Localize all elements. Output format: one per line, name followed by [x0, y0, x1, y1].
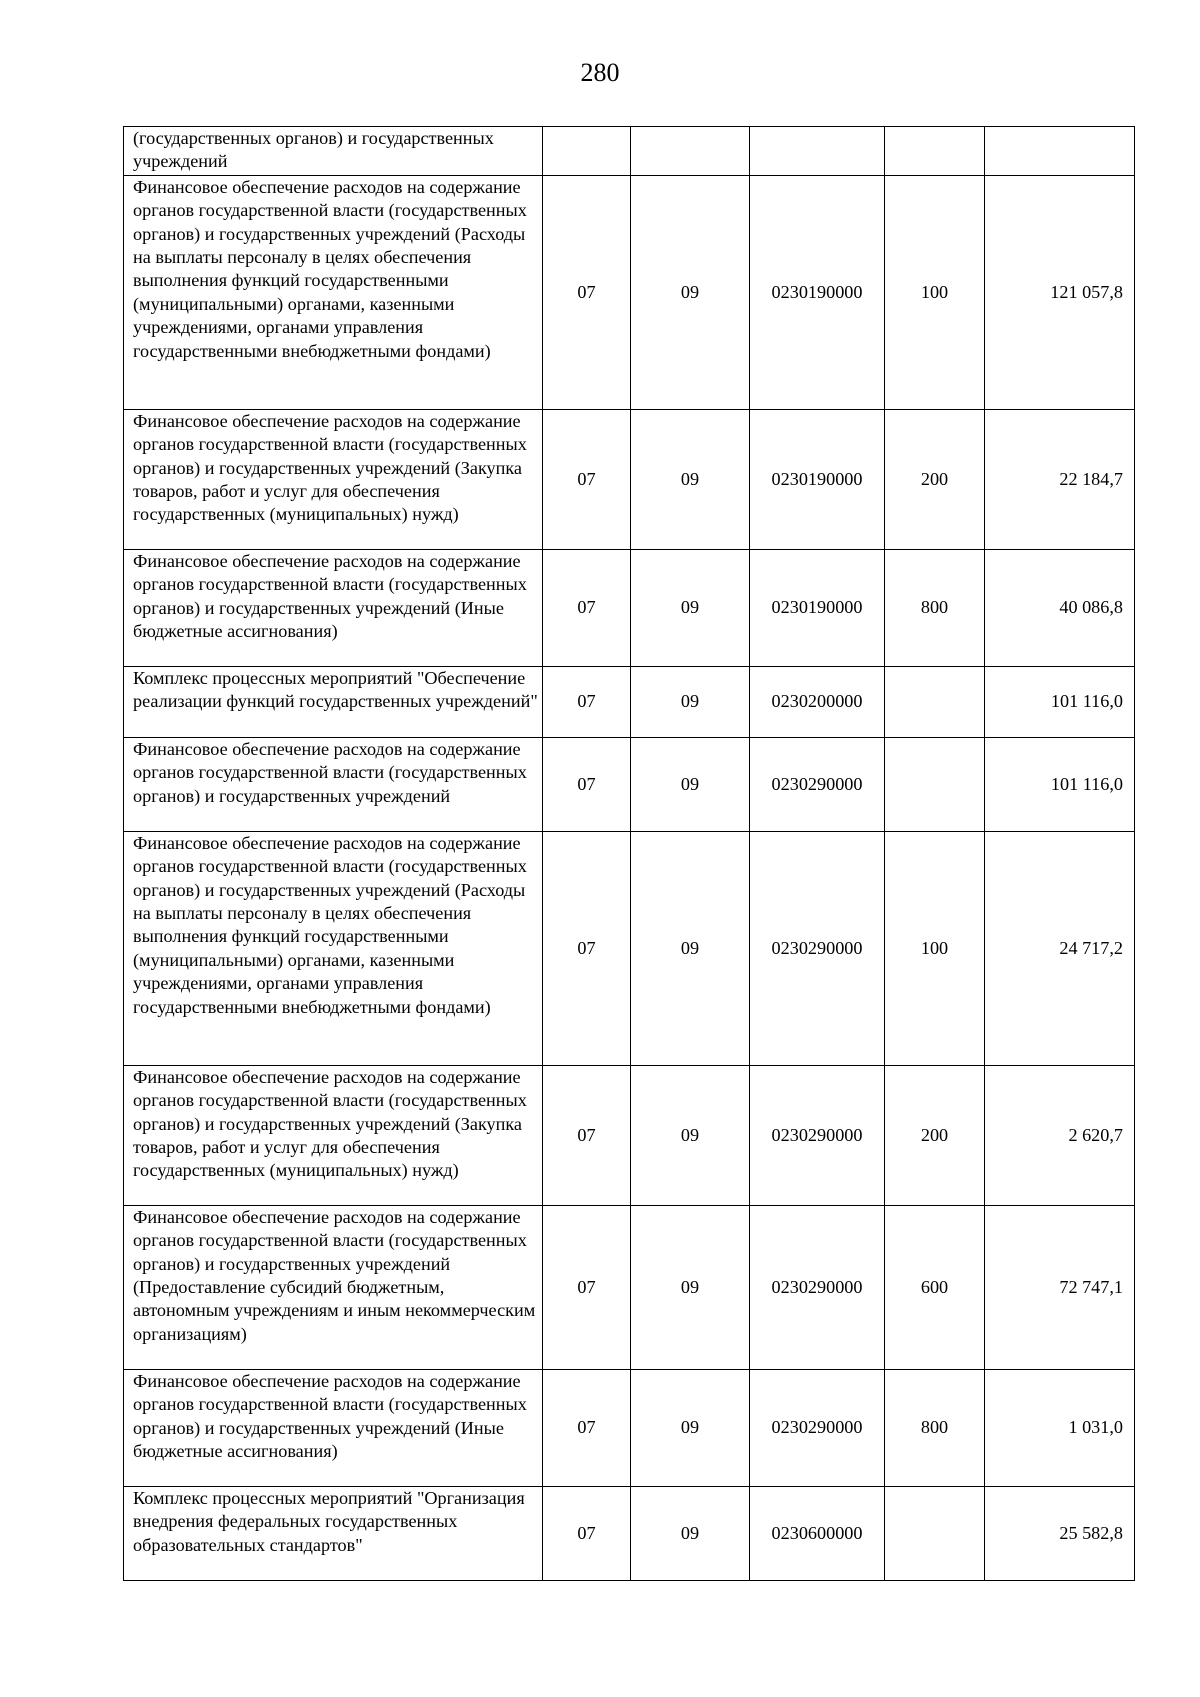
- budget-table: [123, 126, 1135, 1581]
- expense-type-code: [885, 666, 985, 737]
- page-number: 280: [580, 58, 620, 87]
- subsection-code: 09: [631, 409, 750, 549]
- amount: 40 086,8: [985, 549, 1135, 666]
- target-article-code: [750, 127, 885, 176]
- expense-type-code: 800: [885, 549, 985, 666]
- table-row: [124, 549, 1135, 666]
- expense-type-code: 200: [885, 409, 985, 549]
- target-article-code: 0230190000: [750, 175, 885, 409]
- subsection-code: [631, 127, 750, 176]
- row-description: Финансовое обеспечение расходов на содержание органов государственной власти (государственных органов) и государственных учреждений (Иные бюджетные ассигнования): [124, 1369, 543, 1486]
- amount: 22 184,7: [985, 409, 1135, 549]
- section-code: 07: [543, 1369, 631, 1486]
- row-description: Финансовое обеспечение расходов на содержание органов государственной власти (государственных органов) и государственных учреждений (Предоставление субсидий бюджетным, автономным учреждениям и иным некоммерческим организациям): [124, 1205, 543, 1369]
- table-row: [124, 666, 1135, 737]
- table-row: [124, 1205, 1135, 1369]
- row-description: Комплекс процессных мероприятий "Обеспечение реализации функций государственных учреждений": [124, 666, 543, 737]
- expense-type-code: [885, 737, 985, 831]
- table-row: [124, 1065, 1135, 1205]
- subsection-code: 09: [631, 175, 750, 409]
- row-description: Комплекс процессных мероприятий "Организация внедрения федеральных государственных образовательных стандартов": [124, 1486, 543, 1580]
- section-code: 07: [543, 409, 631, 549]
- table-row: [124, 1486, 1135, 1580]
- row-description: Финансовое обеспечение расходов на содержание органов государственной власти (государственных органов) и государственных учреждений (Расходы на выплаты персоналу в целях обеспечения выполнения функций государственными (муниципальными) органами, казенными учреждениями, органами управления государственными внебюджетными фондами): [124, 831, 543, 1065]
- amount: 25 582,8: [985, 1486, 1135, 1580]
- expense-type-code: 600: [885, 1205, 985, 1369]
- table-row: [124, 409, 1135, 549]
- section-code: 07: [543, 1205, 631, 1369]
- row-description: Финансовое обеспечение расходов на содержание органов государственной власти (государственных органов) и государственных учреждений (Расходы на выплаты персоналу в целях обеспечения выполнения функций государственными (муниципальными) органами, казенными учреждениями, органами управления государственными внебюджетными фондами): [124, 175, 543, 409]
- amount: 101 116,0: [985, 666, 1135, 737]
- target-article-code: 0230600000: [750, 1486, 885, 1580]
- subsection-code: 09: [631, 1065, 750, 1205]
- subsection-code: 09: [631, 1369, 750, 1486]
- table-row: [124, 175, 1135, 409]
- table-row: [124, 127, 1135, 176]
- row-description: Финансовое обеспечение расходов на содержание органов государственной власти (государственных органов) и государственных учреждений (Закупка товаров, работ и услуг для обеспечения государственных (муниципальных) нужд): [124, 1065, 543, 1205]
- expense-type-code: 800: [885, 1369, 985, 1486]
- subsection-code: 09: [631, 1486, 750, 1580]
- subsection-code: 09: [631, 549, 750, 666]
- row-description: Финансовое обеспечение расходов на содержание органов государственной власти (государственных органов) и государственных учреждений (Иные бюджетные ассигнования): [124, 549, 543, 666]
- section-code: 07: [543, 1065, 631, 1205]
- row-description: Финансовое обеспечение расходов на содержание органов государственной власти (государственных органов) и государственных учреждений: [124, 737, 543, 831]
- target-article-code: 0230290000: [750, 1065, 885, 1205]
- expense-type-code: 200: [885, 1065, 985, 1205]
- amount: 1 031,0: [985, 1369, 1135, 1486]
- amount: 72 747,1: [985, 1205, 1135, 1369]
- row-description: (государственных органов) и государственных учреждений: [124, 127, 543, 176]
- expense-type-code: 100: [885, 175, 985, 409]
- section-code: 07: [543, 549, 631, 666]
- amount: 2 620,7: [985, 1065, 1135, 1205]
- amount: 121 057,8: [985, 175, 1135, 409]
- subsection-code: 09: [631, 737, 750, 831]
- target-article-code: 0230290000: [750, 1369, 885, 1486]
- target-article-code: 0230200000: [750, 666, 885, 737]
- subsection-code: 09: [631, 666, 750, 737]
- target-article-code: 0230290000: [750, 1205, 885, 1369]
- target-article-code: 0230290000: [750, 831, 885, 1065]
- amount: 101 116,0: [985, 737, 1135, 831]
- section-code: 07: [543, 175, 631, 409]
- expense-type-code: [885, 1486, 985, 1580]
- target-article-code: 0230190000: [750, 409, 885, 549]
- expense-type-code: 100: [885, 831, 985, 1065]
- amount: 24 717,2: [985, 831, 1135, 1065]
- section-code: 07: [543, 831, 631, 1065]
- subsection-code: 09: [631, 1205, 750, 1369]
- table-row: [124, 1369, 1135, 1486]
- section-code: [543, 127, 631, 176]
- table-row: [124, 831, 1135, 1065]
- section-code: 07: [543, 666, 631, 737]
- target-article-code: 0230190000: [750, 549, 885, 666]
- row-description: Финансовое обеспечение расходов на содержание органов государственной власти (государственных органов) и государственных учреждений (Закупка товаров, работ и услуг для обеспечения государственных (муниципальных) нужд): [124, 409, 543, 549]
- amount: [985, 127, 1135, 176]
- section-code: 07: [543, 737, 631, 831]
- target-article-code: 0230290000: [750, 737, 885, 831]
- expense-type-code: [885, 127, 985, 176]
- subsection-code: 09: [631, 831, 750, 1065]
- section-code: 07: [543, 1486, 631, 1580]
- table-row: [124, 737, 1135, 831]
